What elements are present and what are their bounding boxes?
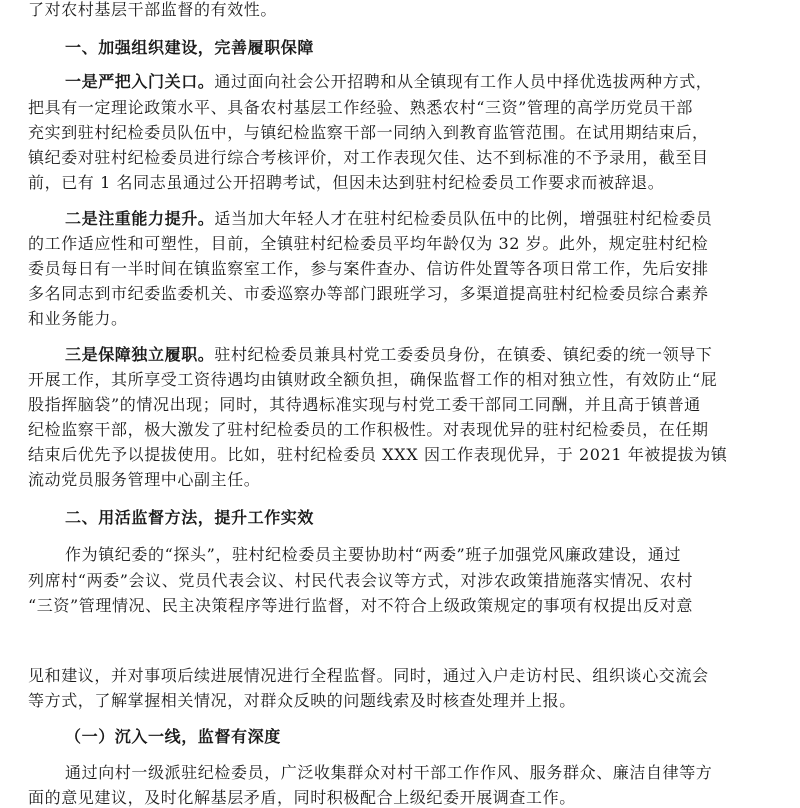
- p2-line1-text: 适当加大年轻人才在驻村纪检委员队伍中的比例，增强驻村纪检委员: [214, 209, 713, 228]
- s2-cont-line: 见和建议，并对事项后续进展情况进行全程监督。同时，通过入户走访村民、组织谈心交流会: [28, 666, 709, 685]
- p1-line1-text: 通过面向社会公开招聘和从全镇现有工作人员中择优选拔两种方式，: [214, 72, 713, 91]
- p3-line1: [65, 345, 712, 365]
- section1-heading: 一、加强组织建设，完善履职保障: [65, 38, 315, 57]
- s2-intro-line: 列席村“两委”会议、党员代表会议、村民代表会议等方式，对涉农政策措施落实情况、农村: [28, 571, 693, 590]
- section2-heading: 二、用活监督方法，提升工作实效: [65, 508, 315, 527]
- p1-line1: [65, 72, 712, 92]
- p1-lead: 一是严把入门关口。: [65, 72, 215, 91]
- p2-line: 和业务能力。: [28, 309, 128, 328]
- sub1-line: 面的意见建议，及时化解基层矛盾，同时积极配合上级纪委开展调查工作。: [28, 788, 576, 807]
- p1-line: 把具有一定理论政策水平、具备农村基层工作经验、熟悉农村“三资”管理的高学历党员干部: [28, 98, 693, 117]
- p3-line: 股指挥脑袋”的情况出现；同时，其待遇标准实现与村党工委干部同工同酬，并且高于镇普通: [28, 395, 701, 414]
- p3-lead: 三是保障独立履职。: [65, 345, 215, 364]
- p2-line: 的工作适应性和可塑性，目前，全镇驻村纪检委员平均年龄仅为 32 岁。此外，规定驻村纪检: [28, 234, 709, 253]
- s2-cont-line: 等方式，了解掌握相关情况，对群众反映的问题线索及时核查处理并上报。: [28, 691, 576, 710]
- p2-line1: [65, 209, 712, 229]
- top-line: 了对农村基层干部监督的有效性。: [28, 0, 278, 19]
- p2-line: 委员每日有一半时间在镇监察室工作，参与案件查办、信访件处置等各项日常工作，先后安排: [28, 259, 709, 278]
- p1-line: 前，已有 1 名同志虽通过公开招聘考试，但因未达到驻村纪检委员工作要求而被辞退。: [28, 173, 665, 192]
- p2-lead: 二是注重能力提升。: [65, 209, 215, 228]
- p3-line: 开展工作，其所享受工资待遇均由镇财政全额负担，确保监督工作的相对独立性，有效防止“屁: [28, 370, 718, 389]
- p3-line: 结束后优先予以提拔使用。比如，驻村纪检委员 XXX 因工作表现优异，于 2021 年被提拔为镇: [28, 445, 728, 464]
- p1-line: 镇纪委对驻村纪检委员进行综合考核评价，对工作表现欠佳、达不到标准的不予录用，截至目: [28, 148, 709, 167]
- s2-intro-line: 作为镇纪委的“探头”，驻村纪检委员主要协助村“两委”班子加强党风廉政建设，通过: [65, 545, 682, 564]
- s2-intro-line: “三资”管理情况、民主决策程序等进行监督，对不符合上级政策规定的事项有权提出反对意: [28, 596, 693, 615]
- p1-line: 充实到驻村纪检委员队伍中，与镇纪检监察干部一同纳入到教育监管范围。在试用期结束后，: [28, 123, 709, 142]
- subsection1-heading: （一）沉入一线，监督有深度: [65, 727, 281, 746]
- p3-line: 纪检监察干部，极大激发了驻村纪检委员的工作积极性。对表现优异的驻村纪检委员，在任期: [28, 420, 709, 439]
- p3-line: 流动党员服务管理中心副主任。: [28, 470, 261, 489]
- sub1-line: 通过向村一级派驻纪检委员，广泛收集群众对村干部工作作风、服务群众、廉洁自律等方: [65, 763, 713, 782]
- p2-line: 多名同志到市纪委监委机关、市委巡察办等部门跟班学习，多渠道提高驻村纪检委员综合素养: [28, 284, 709, 303]
- p3-line1-text: 驻村纪检委员兼具村党工委委员身份，在镇委、镇纪委的统一领导下: [214, 345, 713, 364]
